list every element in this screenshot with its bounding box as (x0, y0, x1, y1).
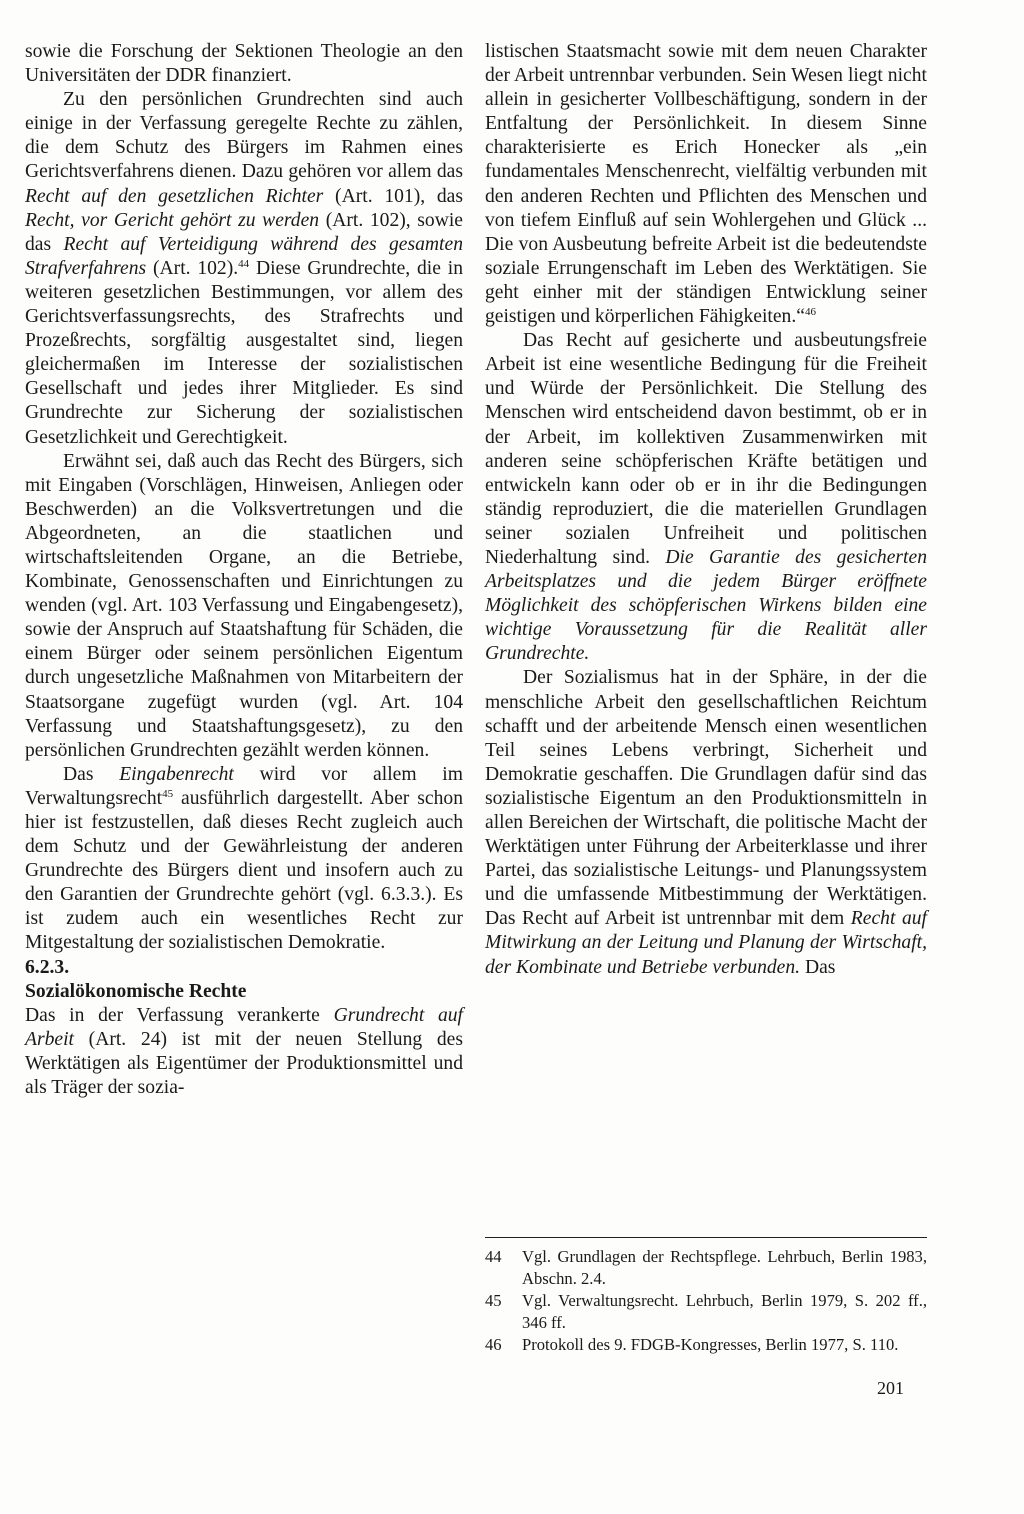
footnote-rule (485, 1237, 927, 1238)
footnote-ref: 46 (804, 306, 816, 319)
footnote-number: 44 (485, 1247, 502, 1266)
section-number: 6.2.3. (25, 956, 70, 978)
paragraph: Das Eingabenrecht wird vor allem im Verwaltungsrecht$^{45}$ ausführlich dargestellt. Aber schon hier ist festzustellen, daß dieses Recht zugleich auch dem Schutz und der Gewährleistung der anderen Grundrechte des Bürgers dient und insofern auch zu den Garantien der Grundrechte gehört (vgl. 6.3.3.). Es ist zudem auch ein wesentliches Recht zur Mitgestaltung der sozialistischen Demokratie. (25, 763, 463, 954)
emphasis: Recht auf den gesetzlichen Richter (25, 185, 324, 207)
paragraph: Das Recht auf gesicherte und ausbeutungsfreie Arbeit ist eine wesentliche Bedingung für die Freiheit und Würde der Persönlichkeit. Die Stellung des Menschen wird entscheidend davon bestimmt, ob er in der Arbeit, im kollektiven Zusammenwirken mit anderen seine schöpferischen Kräfte betätigen und entwickeln kann oder ob er in ihr die Bedingungen ständig reproduziert, die die materiellen Grundlagen seiner sozialen Unfreiheit und politischen Niederhaltung sind. Die Garantie des gesicherten Arbeitsplatzes und die jedem Bürger eröffnete Möglichkeit des schöpferischen Wirkens bilden eine wichtige Voraussetzung für die Realität aller Grundrechte. (485, 330, 927, 665)
paragraph: listischen Staatsmacht sowie mit dem neuen Charakter der Arbeit untrennbar verbunden. Sein Wesen liegt nicht allein in gesicherter Vollbeschäftigung, sondern in der Entfaltung der Persönlichkeit. In diesem Sinne charakterisierte es Erich Honecker als „ein fundamentales Menschenrecht, vielfältig verbunden mit den anderen Rechten und Pflichten des Menschen und von tiefem Einfluß auf sein Wohlergehen und Glück ... Die von Ausbeutung befreite Arbeit ist die bedeutendste soziale Errungenschaft im Leben des Werktätigen. Sie geht einher mit der ständigen Entwicklung seiner geistigen und körperlichen Fähigkeiten.“$^{46}$ (485, 41, 927, 328)
footnote-text: Vgl. Grundlagen der Rechtspflege. Lehrbuch, Berlin 1983, Abschn. 2.4. (522, 1247, 927, 1289)
emphasis: Recht, vor Gericht gehört zu werden (25, 209, 320, 231)
paragraph: sowie die Forschung der Sektionen Theologie an den Universitäten der DDR finanziert. (25, 41, 463, 87)
paragraph: Das in der Verfassung verankerte Grundrecht auf Arbeit (Art. 24) ist mit der neuen Stellung des Werktätigen als Eigentümer der Produktionsmittel und als Träger der sozia- (25, 1004, 463, 1099)
paragraph: Erwähnt sei, daß auch das Recht des Bürgers, sich mit Eingaben (Vorschlägen, Hinweisen, Anliegen oder Beschwerden) an die Volksvertretungen und die Abgeordneten, an die staatlichen und wirtschaftsleitenden Organe, an die Betriebe, Kombinate, Genossenschaften und Einrichtungen zu wenden (vgl. Art. 103 Verfassung und Eingabengesetz), sowie der Anspruch auf Staatshaftung für Schäden, die einem Bürger oder seinem persönlichen Eigentum durch ungesetzliche Maßnahmen von Mitarbeitern der Staatsorgane zugefügt wurden (vgl. Art. 104 Verfassung und Staatshaftungsgesetz), zu den persönlichen Grundrechten gezählt werden können. (25, 450, 463, 761)
page-number: 201 (877, 1378, 904, 1398)
footnote-ref: 44 (238, 257, 250, 270)
footnote-number: 45 (485, 1291, 502, 1311)
footnote-ref: 45 (162, 787, 174, 800)
emphasis: Die Garantie des gesicherten Arbeitsplatzes und die jedem Bürger eröffnete Möglichkeit des schöpferischen Wirkens bilden eine wichtige Voraussetzung für die Realität aller Grundrechte. (485, 546, 927, 665)
footnote (485, 1290, 927, 1334)
paragraph: Zu den persönlichen Grundrechten sind auch einige in der Verfassung geregelte Rechte zu zählen, die dem Schutz des Bürgers im Rahmen eines Gerichtsverfahrens dienen. Dazu gehören vor allem das Recht auf den gesetzlichen Richter (Art. 101), das Recht, vor Gericht gehört zu werden (Art. 102), sowie das Recht auf Verteidigung während des gesamten Strafverfahrens (Art. 102).$^{44}$ Diese Grundrechte, die in weiteren gesetzlichen Bestimmungen, vor allem des Gerichtsverfassungsrechts, des Strafrechts und Prozeßrechts, sorgfältig ausgestaltet sind, liegen gleichermaßen im Interesse der sozialistischen Gesellschaft und jedes ihrer Mitglieder. Es sind Grundrechte zur Sicherung der sozialistischen Gesetzlichkeit und Gerechtigkeit. (25, 89, 464, 448)
left-column (25, 40, 463, 1100)
footnote (485, 1246, 927, 1290)
footnote (485, 1334, 927, 1356)
emphasis: Grundrecht auf Arbeit (25, 1004, 463, 1050)
emphasis: Recht auf Verteidigung während des gesamten Strafverfahrens (25, 233, 463, 279)
right-column (485, 40, 927, 980)
footnote-text: Vgl. Verwaltungsrecht. Lehrbuch, Berlin 1979, S. 202 ff., 346 ff. (522, 1291, 927, 1333)
section-title: Sozialökonomische Rechte (25, 980, 247, 1002)
emphasis: Eingabenrecht (119, 763, 234, 785)
emphasis: Recht auf Mitwirkung an der Leitung und Planung der Wirtschaft, der Kombinate und Betriebe verbunden. (485, 908, 927, 978)
footnote-text: Protokoll des 9. FDGB-Kongresses, Berlin 1977, S. 110. (522, 1335, 899, 1355)
paragraph: Der Sozialismus hat in der Sphäre, in der die menschliche Arbeit den gesellschaftlichen Reichtum schafft und der arbeitende Mensch einen wesentlichen Teil seines Lebens verbringt, Sicherheit und Demokratie geschaffen. Die Grundlagen dafür sind das sozialistische Eigentum an den Produktionsmitteln in allen Bereichen der Wirtschaft, die politische Macht der Werktätigen unter Führung der Arbeiterklasse und ihrer Partei, das sozialistische Leitungs- und Planungssystem und die umfassende Mitbestimmung der Werktätigen. Das Recht auf Arbeit ist untrennbar mit dem Recht auf Mitwirkung an der Leitung und Planung der Wirtschaft, der Kombinate und Betriebe verbunden. Das (485, 667, 927, 978)
footnotes (485, 1246, 927, 1356)
footnote-number: 46 (485, 1335, 502, 1355)
